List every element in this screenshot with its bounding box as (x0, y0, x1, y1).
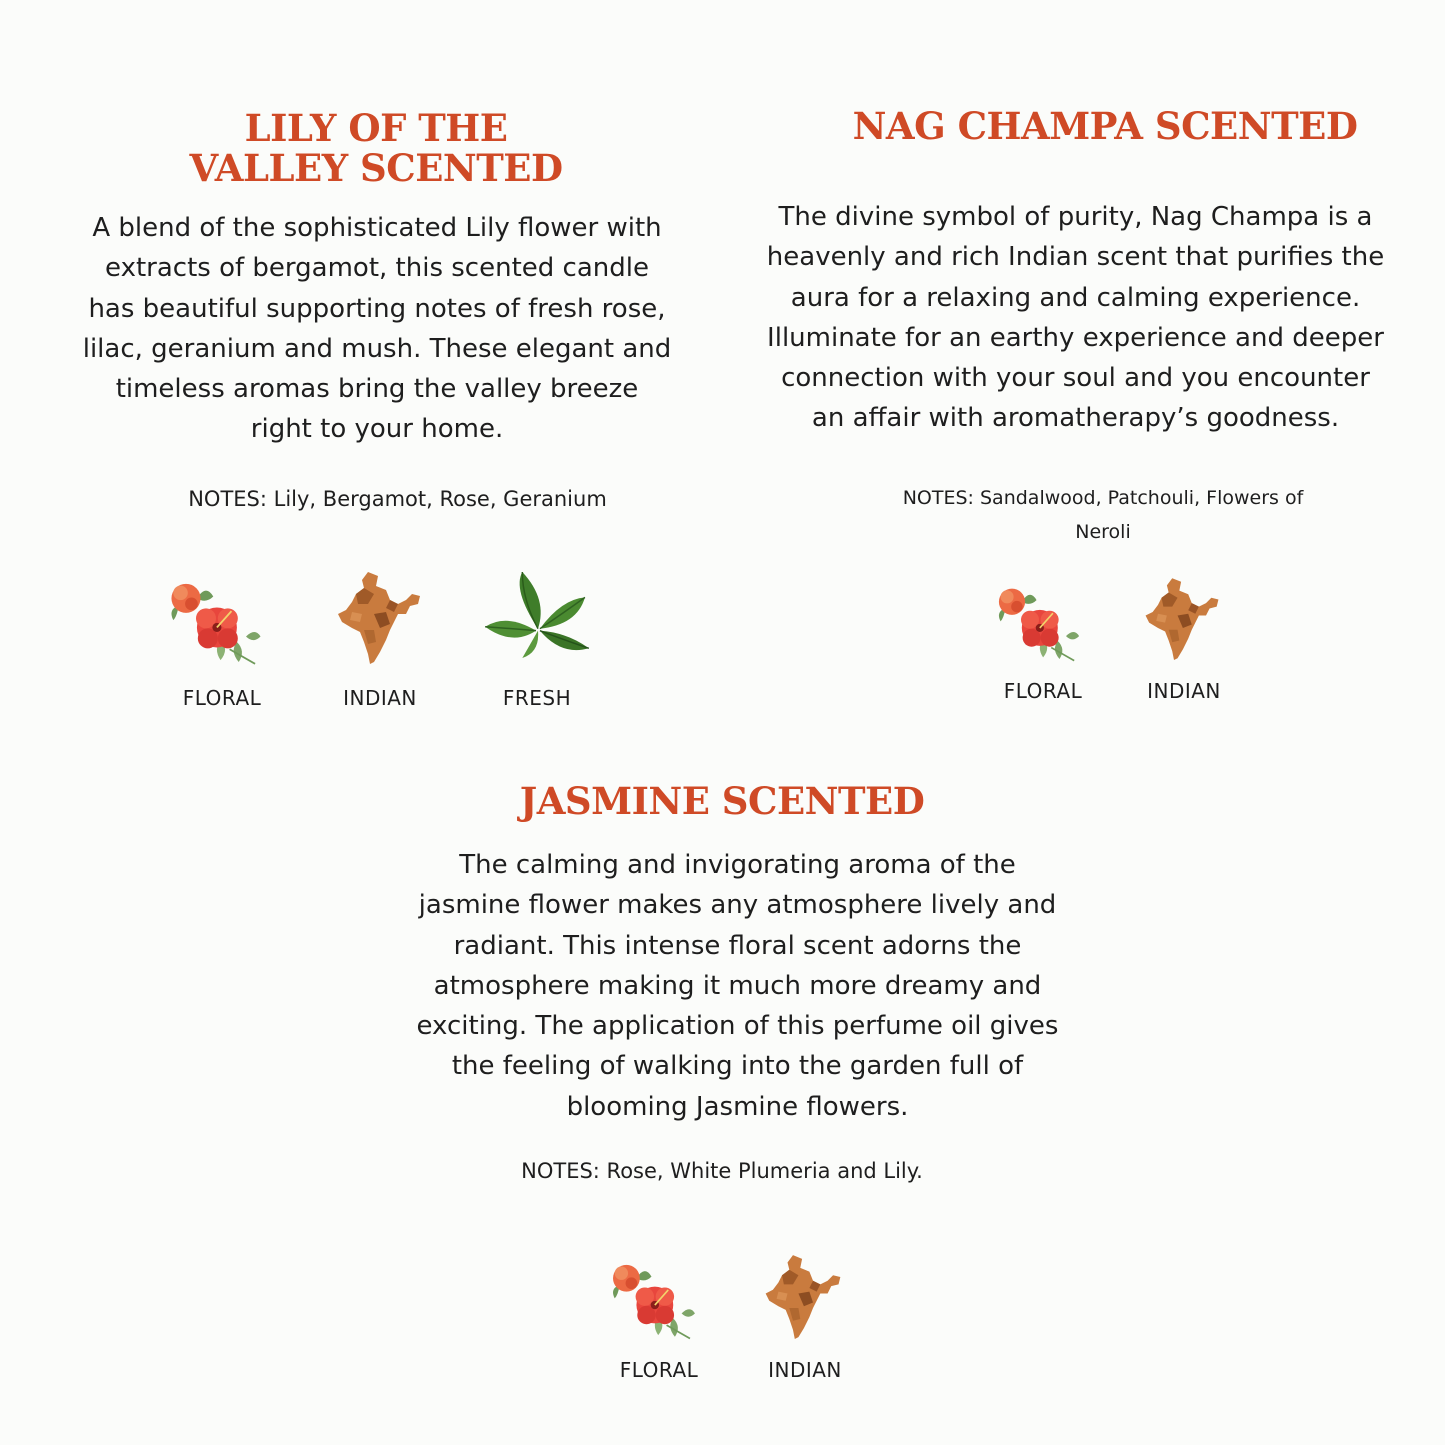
badge-label-indian: INDIAN (343, 686, 417, 710)
nag-champa-description: The divine symbol of purity, Nag Champa is a heavenly and rich Indian scent that purifies the aura for a relaxing and calming experience. Illuminate for an earthy experience and deeper connection with your soul and you encounter an affair with aromatherapy’s goodness. (766, 202, 1385, 434)
lily-title-line1: LILY OF THE (244, 106, 508, 150)
badge-label-indian: INDIAN (1147, 679, 1221, 703)
lily-description: A blend of the sophisticated Lily flower with extracts of bergamot, this scented candle has beautiful supporting notes of fresh rose, lilac, geranium and mush. These elegant and timeless aromas bring the valley breeze right to your home. (82, 213, 672, 445)
lily-title-line2: VALLEY SCENTED (189, 146, 563, 190)
nag-champa-notes: NOTES: Sandalwood, Patchouli, Flowers of Neroli (902, 487, 1304, 543)
hibiscus-flower-icon (994, 580, 1084, 666)
nag-champa-title: NAG CHAMPA SCENTED (852, 104, 1358, 148)
badge-label-floral: FLORAL (1003, 679, 1083, 703)
lily-title (126, 108, 626, 188)
badge-label-floral: FLORAL (619, 1358, 699, 1382)
india-map-icon (1142, 576, 1222, 664)
badge-label-indian: INDIAN (768, 1358, 842, 1382)
jasmine-title: JASMINE SCENTED (519, 779, 925, 823)
hibiscus-flower-icon (166, 572, 266, 672)
badge-label-floral: FLORAL (182, 686, 262, 710)
hibiscus-flower-icon (608, 1256, 700, 1344)
india-map-icon (334, 570, 424, 668)
lily-notes: NOTES: Lily, Bergamot, Rose, Geranium (188, 487, 607, 511)
basil-leaves-icon (480, 570, 594, 660)
jasmine-description: The calming and invigorating aroma of the jasmine flower makes any atmosphere lively and radiant. This intense floral scent adorns the atmosphere making it much more dreamy and exciting. The application of this perfume oil gives the feeling of walking into the garden full of blooming Jasmine flowers. (416, 850, 1059, 1122)
jasmine-notes: NOTES: Rose, White Plumeria and Lily. (521, 1159, 923, 1183)
badge-label-fresh: FRESH (502, 686, 572, 710)
india-map-icon (762, 1252, 844, 1344)
